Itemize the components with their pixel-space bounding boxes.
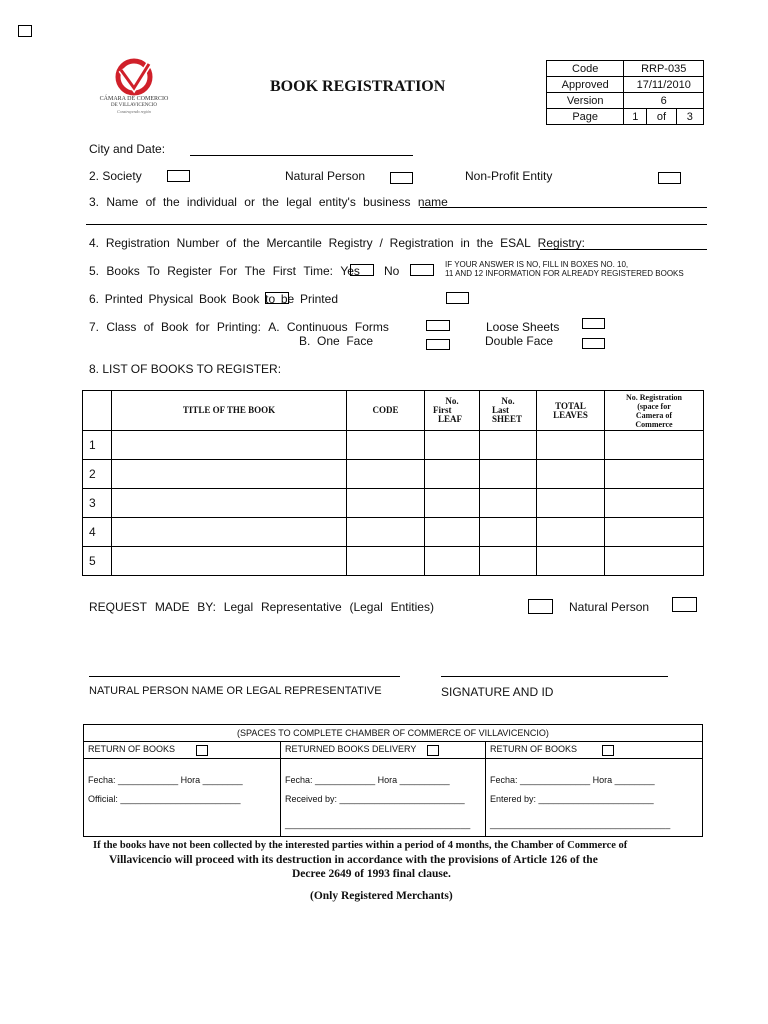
title-cell[interactable]: [112, 431, 347, 460]
natural-person-label: Natural Person: [285, 169, 366, 183]
business-name-line-2[interactable]: [86, 224, 707, 225]
first-time-no-checkbox[interactable]: [410, 264, 434, 276]
return-books-section-2: Fecha: ______________ Hora ________ Entered by: _______________________ ____________________________________: [486, 759, 703, 837]
code-cell[interactable]: [347, 547, 425, 576]
double-face-checkbox[interactable]: [582, 338, 605, 349]
version-label: Version: [547, 93, 624, 109]
table-row: [83, 489, 704, 518]
row-number: 2: [83, 460, 112, 489]
code-cell[interactable]: [347, 431, 425, 460]
total-leaves-cell[interactable]: [537, 489, 605, 518]
first-time-no-label: No: [384, 264, 400, 278]
approved-value: 17/11/2010: [624, 77, 704, 93]
return-books-header-2: RETURN OF BOOKS: [486, 742, 703, 759]
business-name-line[interactable]: [420, 207, 707, 208]
first-time-yes-checkbox[interactable]: [350, 264, 374, 276]
code-cell[interactable]: [347, 518, 425, 547]
book-class-label: 7. Class of Book for Printing: A. Continuous Forms: [89, 320, 389, 334]
chamber-logo-icon: [109, 58, 159, 96]
returned-delivery-checkbox[interactable]: [427, 745, 439, 756]
last-sheet-cell[interactable]: [480, 460, 537, 489]
registration-cell[interactable]: [605, 460, 704, 489]
first-leaf-cell[interactable]: [425, 489, 480, 518]
returned-delivery-section: Fecha: ____________ Hora __________ Received by: _________________________ _____________________________________: [281, 759, 486, 837]
returned-delivery-header: RETURNED BOOKS DELIVERY: [281, 742, 486, 759]
first-leaf-header: No. First LEAF: [425, 391, 480, 431]
first-leaf-cell[interactable]: [425, 460, 480, 489]
printed-book-checkbox[interactable]: [446, 292, 469, 304]
city-date-label: City and Date:: [89, 142, 166, 156]
request-natural-person-checkbox[interactable]: [672, 597, 697, 612]
return-books-checkbox-2[interactable]: [602, 745, 614, 756]
first-time-label: 5. Books To Register For The First Time: Yes: [89, 264, 360, 278]
signature-id-label: SIGNATURE AND ID: [441, 685, 554, 699]
total-leaves-cell[interactable]: [537, 547, 605, 576]
return-books-header-1: RETURN OF BOOKS: [84, 742, 281, 759]
books-table: [82, 390, 704, 576]
last-sheet-header: No. Last SHEET: [480, 391, 537, 431]
society-label: 2. Society: [89, 169, 142, 183]
code-cell[interactable]: [347, 460, 425, 489]
row-number: 3: [83, 489, 112, 518]
logo-sub: DE VILLAVICENCIO: [110, 103, 158, 108]
list-of-books-label: 8. LIST OF BOOKS TO REGISTER:: [89, 362, 282, 376]
corner-checkbox[interactable]: [18, 25, 32, 37]
footer-line-2: Villavicencio will proceed with its destruction in accordance with the provisions of Article 126 of the: [109, 854, 598, 866]
registration-number-label: 4. Registration Number of the Mercantile Registry / Registration in the ESAL Registry:: [89, 236, 585, 250]
table-row: [83, 518, 704, 547]
approved-label: Approved: [547, 77, 624, 93]
one-face-checkbox[interactable]: [426, 339, 450, 350]
signature-id-line[interactable]: [441, 676, 668, 677]
row-number: 1: [83, 431, 112, 460]
total-leaves-header: TOTAL LEAVES: [537, 391, 605, 431]
title-header: TITLE OF THE BOOK: [112, 391, 347, 431]
last-sheet-cell[interactable]: [480, 489, 537, 518]
non-profit-checkbox[interactable]: [658, 172, 681, 184]
registration-cell[interactable]: [605, 489, 704, 518]
footer-line-4: (Only Registered Merchants): [310, 890, 453, 902]
request-made-by-label: REQUEST MADE BY: Legal Representative (Legal Entities): [89, 600, 434, 614]
total-leaves-cell[interactable]: [537, 460, 605, 489]
page-title: BOOK REGISTRATION: [270, 78, 446, 95]
printed-book-inline-checkbox[interactable]: [265, 292, 289, 304]
code-cell[interactable]: [347, 489, 425, 518]
registration-cell[interactable]: [605, 431, 704, 460]
table-row: [83, 460, 704, 489]
logo-name: CÁMARA DE COMERCIO: [99, 96, 169, 102]
return-books-section-1: Fecha: ____________ Hora ________ Official: ________________________: [84, 759, 281, 837]
last-sheet-cell[interactable]: [480, 547, 537, 576]
registration-cell[interactable]: [605, 518, 704, 547]
registration-number-line[interactable]: [540, 249, 707, 250]
non-profit-label: Non-Profit Entity: [465, 169, 553, 183]
table-row: [83, 547, 704, 576]
page-total: 3: [676, 109, 703, 125]
return-books-checkbox-1[interactable]: [196, 745, 208, 756]
row-number: 4: [83, 518, 112, 547]
one-face-label: B. One Face: [299, 334, 374, 348]
registration-header: No. Registration (space for Camera of Commerce: [605, 391, 704, 431]
total-leaves-cell[interactable]: [537, 431, 605, 460]
code-label: Code: [547, 61, 624, 77]
request-natural-person-label: Natural Person: [569, 600, 650, 614]
first-leaf-cell[interactable]: [425, 547, 480, 576]
logo-tagline: Construyendo región: [117, 109, 151, 114]
version-value: 6: [624, 93, 704, 109]
page-current: 1: [624, 109, 647, 125]
name-signature-line[interactable]: [89, 676, 400, 677]
last-sheet-cell[interactable]: [480, 431, 537, 460]
document-meta-table: [546, 60, 704, 125]
society-checkbox[interactable]: [167, 170, 190, 182]
chamber-logo: [96, 58, 172, 118]
row-number-header: [83, 391, 112, 431]
code-header: CODE: [347, 391, 425, 431]
printed-book-label: 6. Printed Physical Book Book to be Printed: [89, 292, 338, 306]
name-signature-label: NATURAL PERSON NAME OR LEGAL REPRESENTATIVE: [89, 685, 382, 697]
total-leaves-cell[interactable]: [537, 518, 605, 547]
footer-line-3: Decree 2649 of 1993 final clause.: [292, 868, 451, 880]
row-number: 5: [83, 547, 112, 576]
footer-line-1: If the books have not been collected by the interested parties within a period of 4 months, the Chamber of Commerce of: [93, 840, 628, 851]
first-leaf-cell[interactable]: [425, 518, 480, 547]
legal-representative-checkbox[interactable]: [528, 599, 553, 614]
city-date-line[interactable]: [190, 155, 413, 156]
last-sheet-cell[interactable]: [480, 518, 537, 547]
double-face-label: Double Face: [485, 334, 554, 348]
first-time-note-2: 11 AND 12 INFORMATION FOR ALREADY REGISTERED BOOKS: [445, 269, 684, 278]
chamber-header: (SPACES TO COMPLETE CHAMBER OF COMMERCE OF VILLAVICENCIO): [84, 725, 703, 742]
continuous-forms-checkbox[interactable]: [426, 320, 450, 331]
first-time-note-1: IF YOUR ANSWER IS NO, FILL IN BOXES NO. 10,: [445, 260, 629, 269]
first-leaf-cell[interactable]: [425, 431, 480, 460]
loose-sheets-label: Loose Sheets: [486, 320, 560, 334]
title-cell[interactable]: [112, 547, 347, 576]
loose-sheets-checkbox[interactable]: [582, 318, 605, 329]
natural-person-checkbox[interactable]: [390, 172, 413, 184]
title-cell[interactable]: [112, 518, 347, 547]
business-name-label: 3. Name of the individual or the legal entity's business name: [89, 195, 448, 209]
code-value: RRP-035: [624, 61, 704, 77]
page-label: Page: [547, 109, 624, 125]
registration-cell[interactable]: [605, 547, 704, 576]
title-cell[interactable]: [112, 489, 347, 518]
table-row: [83, 431, 704, 460]
page-of: of: [647, 109, 676, 125]
title-cell[interactable]: [112, 460, 347, 489]
chamber-use-table: [83, 724, 703, 837]
